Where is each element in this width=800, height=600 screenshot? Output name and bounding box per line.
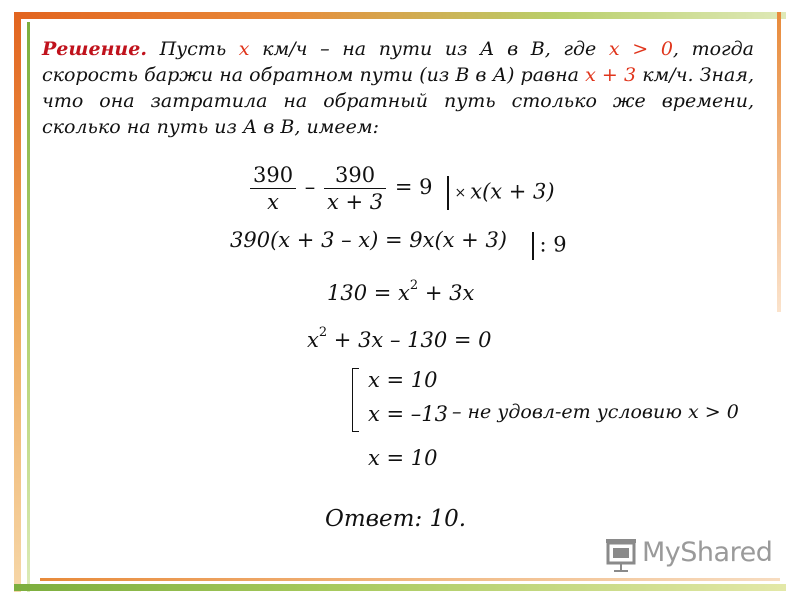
- solution-intro-text: [42, 36, 754, 140]
- note-bar: [532, 232, 534, 260]
- equation-4-lhs: x: [307, 328, 319, 352]
- bottom-decor-bar: [14, 584, 786, 591]
- equation-3-exponent: 2: [409, 278, 419, 293]
- equation-3-lhs: 130 = x: [327, 281, 410, 305]
- left-decor-bar: [14, 12, 21, 592]
- answer: Ответ: 10.: [325, 506, 467, 532]
- equation-1: [248, 162, 432, 215]
- root-1-text: x = 10: [368, 368, 438, 392]
- fraction-2: [324, 162, 386, 215]
- root-2: [368, 402, 448, 426]
- fraction-2-numerator: 390: [324, 162, 386, 189]
- root-1: [368, 368, 438, 392]
- equation-4: [307, 325, 492, 352]
- equation-1-rhs: = 9: [394, 175, 433, 199]
- intro-text-4: км/ч. Зная, что она затратила на обратный путь столько же времени, сколько на путь из А в В, имеем:: [42, 64, 754, 138]
- equation-1-multiplier-note: [447, 176, 555, 210]
- equation-3-rhs: + 3x: [418, 281, 475, 305]
- equation-3: [327, 278, 474, 305]
- intro-text-1: Пусть: [146, 38, 239, 60]
- root-2-rejection-note: – не удовл-ет условию x > 0: [452, 401, 739, 423]
- top-decor-bar: [14, 12, 786, 19]
- fraction-1-numerator: 390: [250, 162, 296, 189]
- system-bracket: [352, 368, 359, 432]
- minus-sign: –: [304, 175, 316, 199]
- fraction-1: [250, 162, 296, 215]
- note-bar: [447, 176, 449, 210]
- final-equation-text: x = 10: [368, 446, 438, 470]
- left-decor-bar-inner: [27, 22, 30, 592]
- solution-label: Решение.: [42, 38, 147, 60]
- intro-text-2: км/ч – на пути из А в В, где: [249, 38, 609, 60]
- final-equation: [368, 446, 438, 470]
- equation-2-divider-note: [532, 232, 567, 260]
- intro-var-x-plus-3: x + 3: [585, 64, 637, 86]
- equation-2-text: 390(x + 3 – x) = 9x(x + 3): [230, 228, 507, 252]
- equation-2: [230, 228, 507, 252]
- multiplier-expression: x(x + 3): [470, 179, 555, 204]
- equation-4-exponent: 2: [318, 325, 328, 340]
- intro-condition: x > 0: [608, 38, 673, 60]
- root-2-text: x = –13: [368, 402, 449, 426]
- bottom-decor-bar-inner: [40, 578, 780, 581]
- intro-text-3: , тогда скорость баржи на обратном пути (из В в А) равна: [42, 38, 755, 86]
- fraction-1-denominator: x: [267, 190, 279, 214]
- divider-expression: : 9: [539, 232, 567, 257]
- equation-4-rhs: + 3x – 130 = 0: [327, 328, 492, 352]
- logo-text: MyShared: [642, 537, 773, 568]
- right-decor-bar: [777, 12, 781, 312]
- intro-var-x: x: [238, 38, 250, 60]
- fraction-2-denominator: x + 3: [326, 190, 384, 214]
- times-sign: ×: [454, 185, 467, 201]
